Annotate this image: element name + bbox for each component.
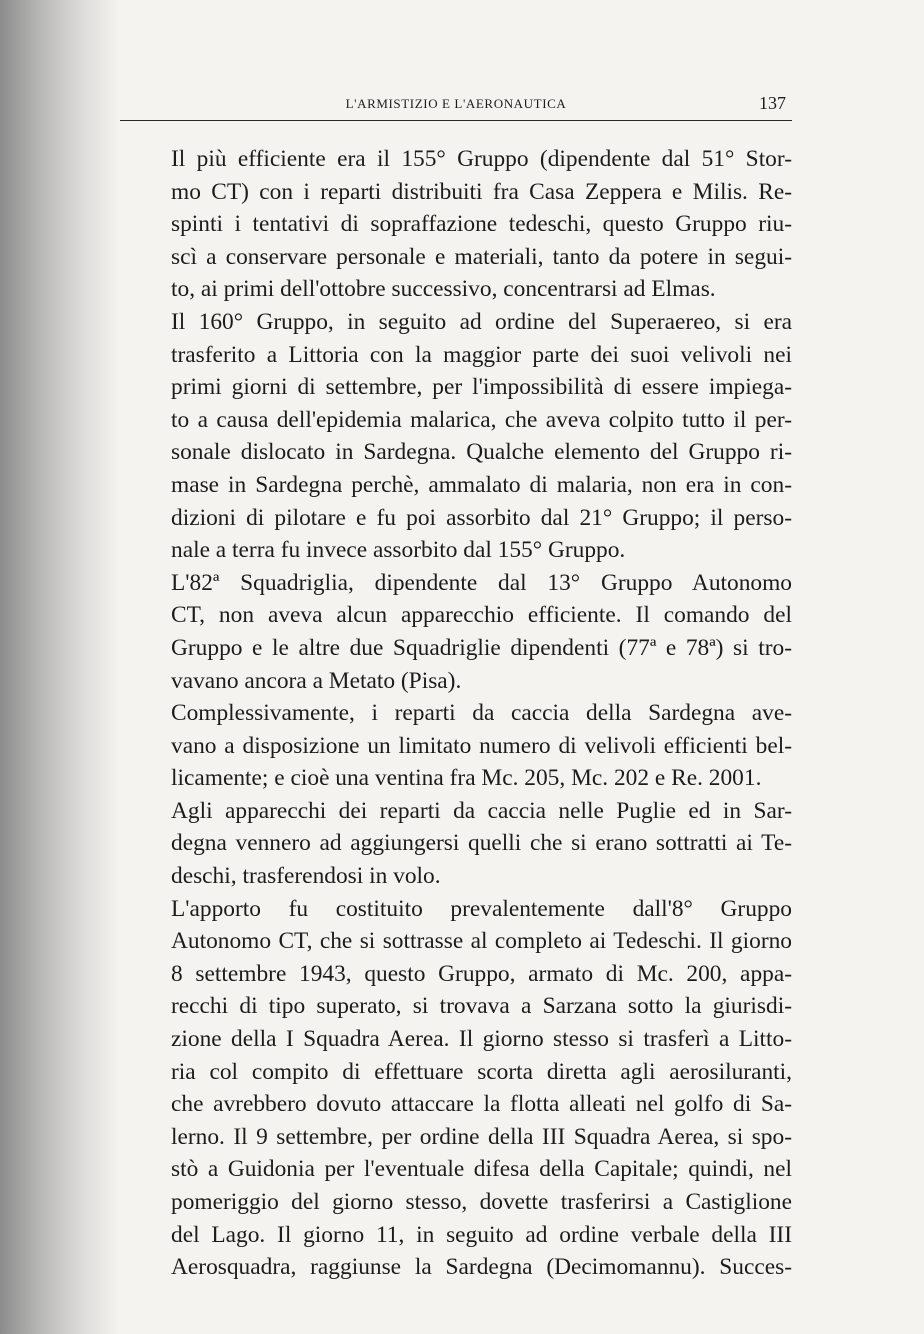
text-line: stò a Guidonia per l'eventuale difesa della Capitale; quindi, nel [171,1156,792,1183]
running-header [120,94,792,121]
text-line: Complessivamente, i reparti da caccia della Sardegna ave- [171,700,792,727]
text-line: lerno. Il 9 settembre, per ordine della III Squadra Aerea, si spo- [171,1123,792,1150]
text-line: L'82ª Squadriglia, dipendente dal 13° Gruppo Autonomo [171,569,792,596]
text-line: vano a disposizione un limitato numero di velivoli efficienti bel- [171,732,792,759]
text-line: dizioni di pilotare e fu poi assorbito dal 21° Gruppo; il perso- [171,504,792,531]
text-line: L'apporto fu costituito prevalentemente dall'8° Gruppo [171,895,792,922]
paragraph [120,795,792,893]
text-line: degna vennero ad aggiungersi quelli che si erano sottratti ai Te- [171,830,792,857]
text-line: ria col compito di effettuare scorta diretta agli aerosiluranti, [171,1058,792,1085]
text-line: CT, non aveva alcun apparecchio efficiente. Il comando del [171,602,792,629]
text-line: mo CT) con i reparti distribuiti fra Casa Zeppera e Milis. Re- [171,178,792,205]
paragraph [120,893,792,1284]
text-line: pomeriggio del giorno stesso, dovette trasferirsi a Castiglione [171,1189,792,1215]
text-line: Il 160° Gruppo, in seguito ad ordine del Superaereo, si era [171,308,792,335]
page-number: 137 [759,93,786,113]
paragraph [120,697,792,795]
text-line: scì a conservare personale e materiali, tanto da potere in segui- [171,243,792,270]
binding-shadow [0,0,120,1334]
text-line: che avrebbero dovuto attaccare la flotta alleati nel golfo di Sa- [171,1091,792,1118]
text-line: Aerosquadra, raggiunse la Sardegna (Decimomannu). Succes- [171,1254,792,1281]
text-line: mase in Sardegna perchè, ammalato di malaria, non era in con- [171,471,792,498]
text-line: trasferito a Littoria con la maggior parte dei suoi velivoli nei [171,341,792,368]
text-line: zione della I Squadra Aerea. Il giorno stesso si trasferì a Litto- [171,1026,792,1053]
text-line: Agli apparecchi dei reparti da caccia nelle Puglie ed in Sar- [171,797,792,824]
text-line: nale a terra fu invece assorbito dal 155° Gruppo. [171,537,626,564]
text-line: sonale dislocato in Sardegna. Qualche elemento del Gruppo ri- [171,439,792,466]
paragraph [120,143,792,306]
text-line: Gruppo e le altre due Squadriglie dipendenti (77ª e 78ª) si tro- [171,634,792,661]
paragraph [120,567,792,697]
text-line: Autonomo CT, che si sottrasse al completo ai Tedeschi. Il giorno [171,928,792,955]
body-text [120,143,792,1284]
text-line: primi giorni di settembre, per l'impossibilità di essere impiega- [171,374,792,401]
running-title: L'ARMISTIZIO E L'AERONAUTICA [345,96,567,111]
paragraph [120,306,792,567]
text-line: to a causa dell'epidemia malarica, che aveva colpito tutto il per- [171,406,792,433]
text-line: recchi di tipo superato, si trovava a Sarzana sotto la giurisdi- [171,993,792,1020]
text-line: 8 settembre 1943, questo Gruppo, armato di Mc. 200, appa- [171,960,792,987]
text-line: to, ai primi dell'ottobre successivo, concentrarsi ad Elmas. [171,276,716,303]
text-line: licamente; e cioè una ventina fra Mc. 205, Mc. 202 e Re. 2001. [171,765,762,792]
text-line: deschi, trasferendosi in volo. [171,863,441,890]
text-line: del Lago. Il giorno 11, in seguito ad ordine verbale della III [171,1221,792,1248]
text-line: Il più efficiente era il 155° Gruppo (dipendente dal 51° Stor- [171,146,792,172]
text-line: vavano ancora a Metato (Pisa). [171,667,462,694]
text-line: spinti i tentativi di sopraffazione tedeschi, questo Gruppo riu- [171,211,792,238]
